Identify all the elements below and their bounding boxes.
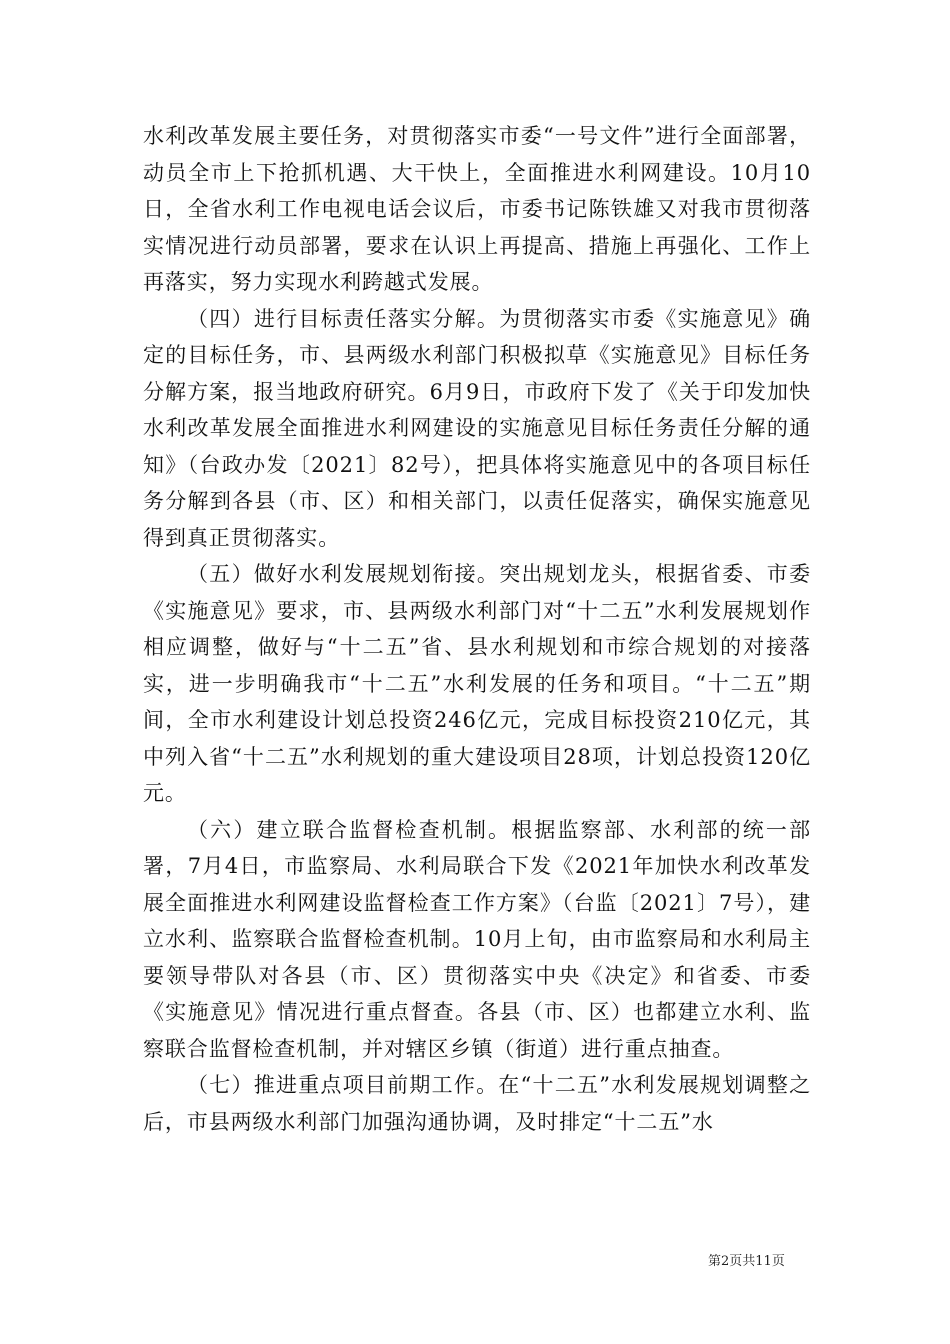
document-body [143, 118, 811, 1140]
paragraph-section-5: （五）做好水利发展规划衔接。突出规划龙头，根据省委、市委《实施意见》要求，市、县两级水利部门对“十二五”水利发展规划作相应调整，做好与“十二五”省、县水利规划和市综合规划的对接落实，进一步明确我市“十二五”水利发展的任务和项目。“十二五”期间，全市水利建设计划总投资246亿元，完成目标投资210亿元，其中列入省“十二五”水利规划的重大建设项目28项，计划总投资120亿元。 [143, 562, 811, 805]
paragraph-section-4: （四）进行目标责任落实分解。为贯彻落实市委《实施意见》确定的目标任务，市、县两级水利部门积极拟草《实施意见》目标任务分解方案，报当地政府研究。6月9日，市政府下发了《关于印发加快水利改革发展全面推进水利网建设的实施意见目标任务责任分解的通知》（台政办发〔2021〕82号），把具体将实施意见中的各项目标任务分解到各县（市、区）和相关部门，以责任促落实，确保实施意见得到真正贯彻落实。 [143, 306, 811, 550]
paragraph-continuation: 水利改革发展主要任务，对贯彻落实市委“一号文件”进行全面部署，动员全市上下抢抓机遇、大干快上，全面推进水利网建设。10月10日，全省水利工作电视电话会议后，市委书记陈铁雄又对我市贯彻落实情况进行动员部署，要求在认识上再提高、措施上再强化、工作上再落实，努力实现水利跨越式发展。 [143, 124, 811, 294]
paragraph-section-6: （六）建立联合监督检查机制。根据监察部、水利部的统一部署，7月4日，市监察局、水利局联合下发《2021年加快水利改革发展全面推进水利网建设监督检查工作方案》（台监〔2021〕7号），建立水利、监察联合监督检查机制。10月上旬，由市监察局和水利局主要领导带队对各县（市、区）贯彻落实中央《决定》和省委、市委《实施意见》情况进行重点督查。各县（市、区）也都建立水利、监察联合监督检查机制，并对辖区乡镇（街道）进行重点抽查。 [143, 817, 811, 1061]
page-number-label: 第2页共11页 [708, 1254, 785, 1269]
page-footer [708, 1250, 785, 1269]
paragraph-section-7: （七）推进重点项目前期工作。在“十二五”水利发展规划调整之后，市县两级水利部门加强沟通协调，及时排定“十二五”水 [143, 1073, 811, 1134]
